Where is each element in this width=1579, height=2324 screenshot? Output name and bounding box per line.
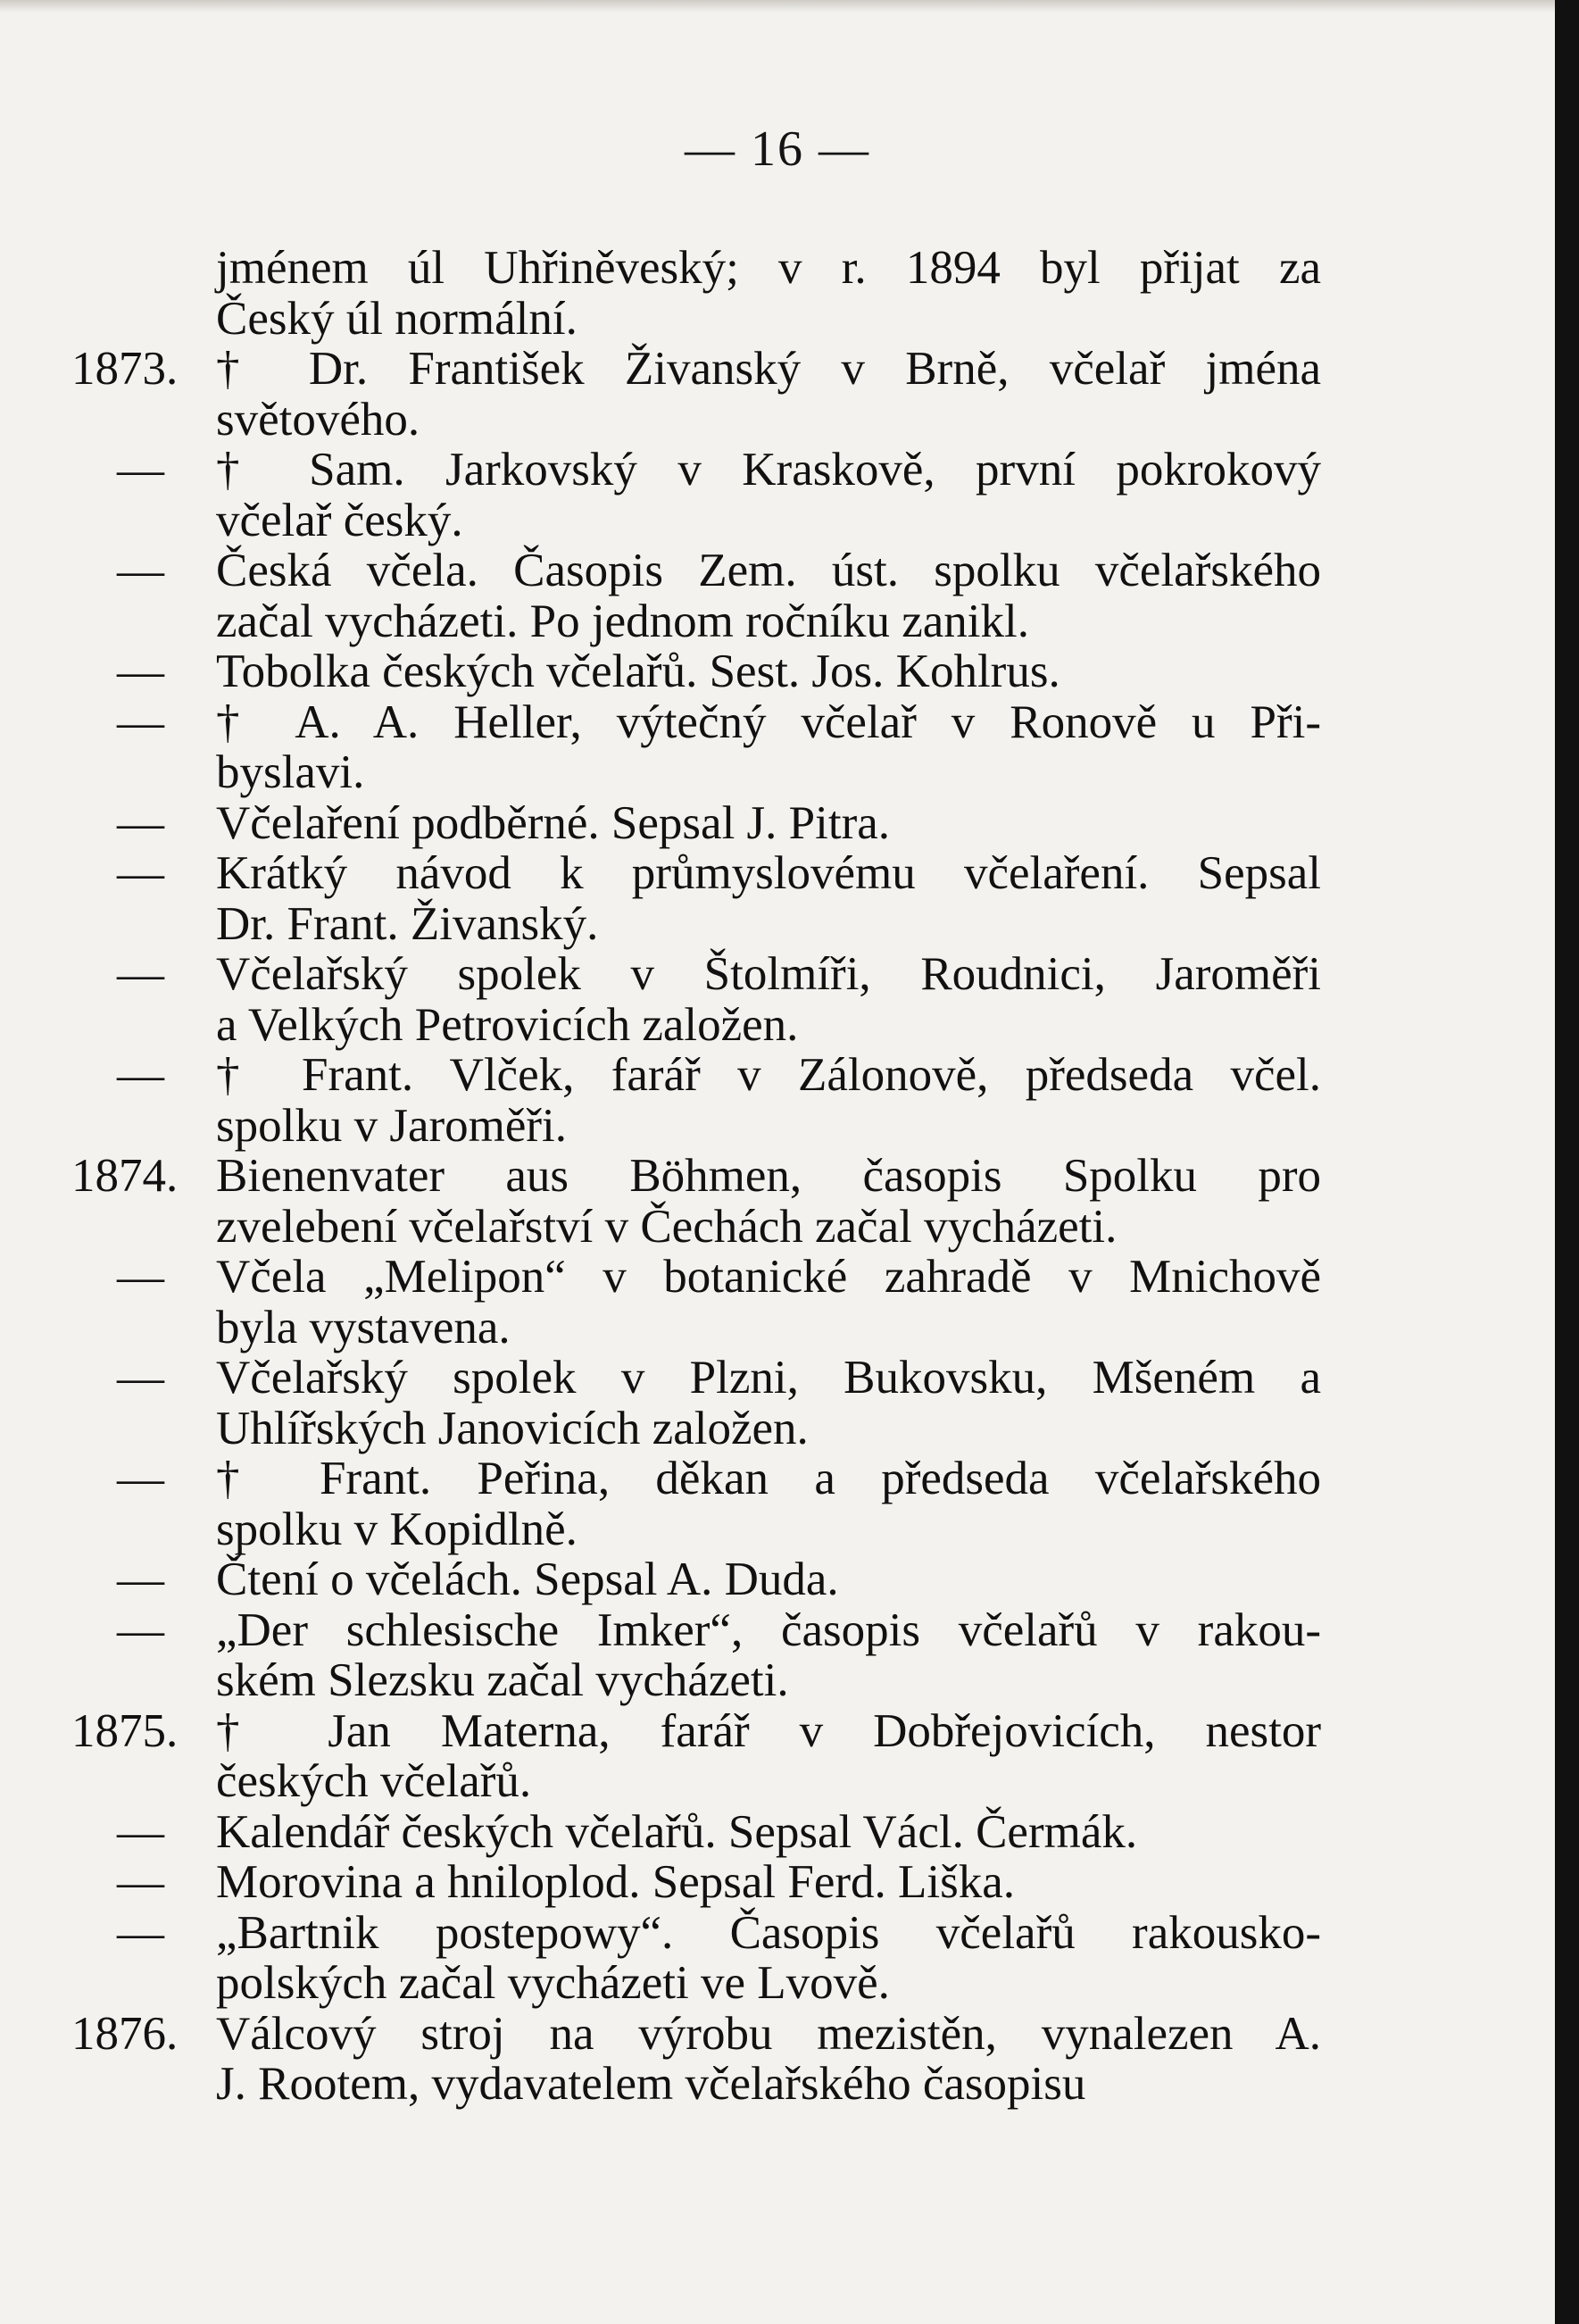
chronology-entry [71,1706,1321,1807]
text-line: jménem úl Uhřiněveský; v r. 1894 byl přijat za [216,242,1321,294]
text-line: J. Rootem, vydavatelem včelařského časopisu [216,2058,1086,2110]
ditto-dash: — [117,847,164,899]
text-line: Včelařský spolek v Plzni, Bukovsku, Mšeném a [216,1352,1321,1404]
text-line: Bienenvater aus Böhmen, časopis Spolku pro [216,1150,1321,1202]
chronology-entry [71,1252,1321,1353]
text-line: † A. A. Heller, výtečný včelař v Ronově u Při- [216,696,1321,748]
chronology-entry [71,1554,1321,1605]
entry-text [216,798,1321,849]
text-line: Krátký návod k průmyslovému včelaření. Sepsal [216,847,1321,899]
chronology-entry [71,243,1321,344]
text-line: Tobolka českých včelařů. Sest. Jos. Kohlrus. [216,646,1060,697]
text-line: spolku v Jaroměři. [216,1099,568,1152]
text-line: Uhlířských Janovicích založen. [216,1402,809,1454]
ditto-dash: — [117,646,164,697]
text-line: byla vystavena. [216,1301,511,1354]
chronology-entry [71,1807,1321,1858]
text-line: „Bartnik postepowy“. Časopis včelařů rakousko- [216,1906,1321,1959]
entry-text [216,445,1321,546]
entry-text [216,1605,1321,1706]
entry-text [216,646,1321,697]
ditto-dash: — [117,796,164,849]
chronology-entries [71,243,1321,2110]
entry-text [216,1908,1321,2009]
chronology-entry [71,646,1321,697]
chronology-entry [71,1605,1321,1706]
text-line: Včela „Melipon“ v botanické zahradě v Mnichově [216,1251,1321,1303]
entry-year: 1874. [71,1150,179,1202]
entry-year: 1875. [71,1704,179,1757]
text-line: Čtení o včelách. Sepsal A. Duda. [216,1553,839,1605]
text-line: začal vycházeti. Po jednom ročníku zanikl. [216,595,1029,647]
entry-text [216,546,1321,646]
chronology-entry [71,1151,1321,1252]
text-line: českých včelařů. [216,1755,532,1807]
entry-text [216,344,1321,445]
entry-text [216,697,1321,798]
entry-text [216,1706,1321,1807]
text-line: spolku v Kopidlně. [216,1503,578,1555]
ditto-dash: — [117,444,164,496]
entry-text [216,949,1321,1050]
text-line: polských začal vycházeti ve Lvově. [216,1957,890,2009]
text-line: Česká včela. Časopis Zem. úst. spolku včelařského [216,545,1321,596]
text-line: Kalendář českých včelařů. Sepsal Václ. Čermák. [216,1805,1138,1858]
chronology-entry [71,1353,1321,1454]
ditto-dash: — [117,1856,164,1908]
ditto-dash: — [117,696,164,748]
ditto-dash: — [117,1049,164,1101]
text-line: Válcový stroj na výrobu mezistěn, vynalezen A. [216,2007,1321,2060]
page-number: — 16 — [685,121,870,177]
ditto-dash: — [117,1251,164,1303]
entry-text [216,1050,1321,1151]
chronology-entry [71,949,1321,1050]
entry-text [216,1807,1321,1858]
ditto-dash: — [117,1352,164,1404]
text-line: včelař český. [216,494,463,546]
text-line: Dr. Frant. Živanský. [216,897,599,950]
chronology-entry [71,798,1321,849]
text-line: Včelařský spolek v Štolmíři, Roudnici, Jaroměři [216,948,1321,1000]
ditto-dash: — [117,1603,164,1656]
entry-text [216,1151,1321,1252]
ditto-dash: — [117,1805,164,1858]
text-line: † Dr. František Živanský v Brně, včelař jména [216,343,1321,395]
text-line: Morovina a hniloplod. Sepsal Ferd. Liška. [216,1856,1015,1908]
chronology-entry [71,1908,1321,2009]
chronology-entry [71,344,1321,445]
chronology-entry [71,445,1321,546]
entry-text [216,243,1321,344]
entry-year: 1873. [71,343,179,395]
text-line: † Frant. Vlček, farář v Zálonově, předseda včel. [216,1049,1321,1101]
text-line: „Der schlesische Imker“, časopis včelařů v rakou- [216,1603,1321,1656]
chronology-entry [71,2009,1321,2110]
chronology-entry [71,1454,1321,1554]
chronology-entry [71,546,1321,646]
ditto-dash: — [117,1553,164,1605]
entry-text [216,1857,1321,1908]
entry-text [216,1554,1321,1605]
ditto-dash: — [117,1453,164,1504]
text-line: zvelebení včelařství v Čechách začal vycházeti. [216,1200,1118,1253]
text-line: a Velkých Petrovicích založen. [216,998,799,1051]
text-line: † Frant. Peřina, děkan a předseda včelařského [216,1453,1321,1504]
chronology-entry [71,697,1321,798]
text-line: Český úl normální. [216,292,578,345]
chronology-entry [71,1050,1321,1151]
text-line: † Jan Materna, farář v Dobřejovicích, nestor [216,1704,1321,1757]
ditto-dash: — [117,1906,164,1959]
entry-text [216,1454,1321,1554]
entry-text [216,1353,1321,1454]
text-line: Včelaření podběrné. Sepsal J. Pitra. [216,796,891,849]
page-top-edge [0,0,1555,12]
entry-year: 1876. [71,2007,179,2060]
text-line: ském Slezsku začal vycházeti. [216,1654,789,1706]
entry-text [216,1252,1321,1353]
text-line: byslavi. [216,746,365,798]
chronology-entry [71,1857,1321,1908]
entry-text [216,848,1321,949]
scan-right-edge [1555,0,1579,2324]
entry-text [216,2009,1321,2110]
chronology-entry [71,848,1321,949]
text-line: světového. [216,393,420,446]
text-line: † Sam. Jarkovský v Kraskově, první pokrokový [216,444,1321,496]
ditto-dash: — [117,545,164,596]
ditto-dash: — [117,948,164,1000]
